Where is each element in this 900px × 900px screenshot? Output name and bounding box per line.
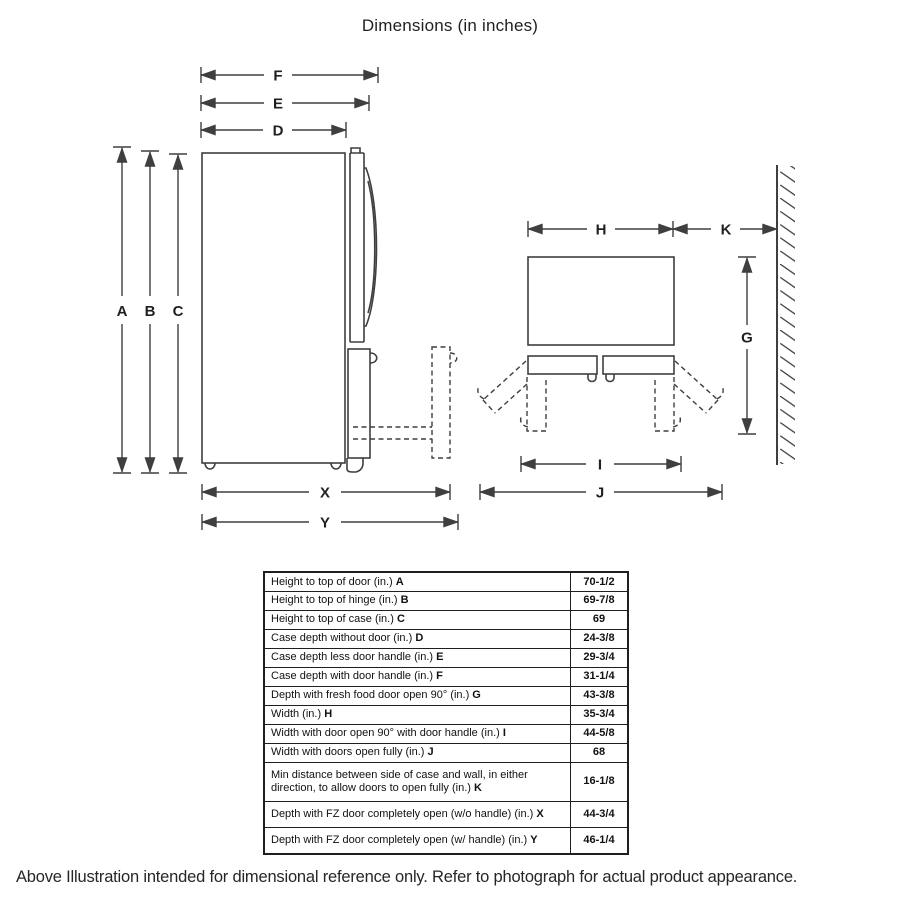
top-view-open-doors — [478, 361, 723, 431]
table-row — [264, 705, 628, 724]
dimension-value: 31-1/4 — [571, 667, 629, 686]
table-row — [264, 801, 628, 827]
dim-label-j: J — [595, 484, 605, 502]
left-door-closed — [528, 356, 597, 374]
top-view-outline — [528, 165, 777, 465]
drawer-open-handle — [450, 353, 457, 363]
dimension-value: 24-3/8 — [571, 629, 629, 648]
right-door-open-full — [674, 361, 718, 413]
right-door-open-90 — [655, 377, 674, 431]
dimension-value: 43-3/8 — [571, 686, 629, 705]
left-door-open-full-handle — [478, 386, 484, 399]
dimension-value: 46-1/4 — [571, 827, 629, 853]
left-door-open-full — [483, 361, 527, 413]
right-door-open-full-handle — [717, 386, 723, 399]
dimension-value: 44-5/8 — [571, 724, 629, 743]
dimension-value: 35-3/4 — [571, 705, 629, 724]
dim-label-x: X — [319, 484, 331, 502]
dimension-name: Case depth with door handle (in.) F — [264, 667, 571, 686]
dim-label-e: E — [272, 95, 284, 113]
dimension-name: Height to top of door (in.) A — [264, 572, 571, 591]
dim-label-d: D — [272, 122, 284, 140]
drawer-handle — [370, 353, 377, 363]
dim-label-g: G — [741, 329, 753, 347]
wall-hatching — [778, 166, 795, 464]
table-row — [264, 743, 628, 762]
wheel-rear — [331, 463, 341, 469]
left-door-open-90 — [527, 377, 546, 431]
dimension-value: 69 — [571, 610, 629, 629]
fresh-food-door-side — [350, 153, 364, 342]
fridge-case-side — [202, 153, 345, 463]
fridge-case-top — [528, 257, 674, 345]
page-title: Dimensions (in inches) — [361, 16, 539, 35]
dimensions-table — [263, 571, 629, 855]
dimension-value: 68 — [571, 743, 629, 762]
table-row — [264, 572, 628, 591]
drawer-slide-rails — [353, 427, 432, 439]
dimension-name: Depth with fresh food door open 90° (in.) G — [264, 686, 571, 705]
dim-label-k: K — [720, 221, 732, 239]
table-row — [264, 762, 628, 801]
dimension-value: 16-1/8 — [571, 762, 629, 801]
table-row — [264, 667, 628, 686]
dimension-value: 70-1/2 — [571, 572, 629, 591]
dimension-name: Depth with FZ door completely open (w/ handle) (in.) Y — [264, 827, 571, 853]
dimension-value: 44-3/4 — [571, 801, 629, 827]
table-row — [264, 591, 628, 610]
dim-label-b: B — [144, 303, 156, 320]
dimension-name: Case depth without door (in.) D — [264, 629, 571, 648]
table-row — [264, 648, 628, 667]
dimension-value: 29-3/4 — [571, 648, 629, 667]
top-view-dimensions — [480, 221, 776, 500]
footer-disclaimer: Above Illustration intended for dimensional reference only. Refer to photograph for actual product appearance. — [16, 868, 798, 886]
dimension-name: Depth with FZ door completely open (w/o handle) (in.) X — [264, 801, 571, 827]
dim-label-c: C — [172, 303, 184, 320]
dimension-name: Height to top of case (in.) C — [264, 610, 571, 629]
left-door-handle — [588, 374, 596, 382]
table-row — [264, 827, 628, 853]
dimension-name: Width (in.) H — [264, 705, 571, 724]
dimension-value: 69-7/8 — [571, 591, 629, 610]
side-view-outline — [202, 148, 377, 472]
dimension-name: Case depth less door handle (in.) E — [264, 648, 571, 667]
table-row — [264, 629, 628, 648]
table-row — [264, 686, 628, 705]
wheel-front — [205, 463, 215, 469]
dimension-name: Width with doors open fully (in.) J — [264, 743, 571, 762]
dimension-name: Min distance between side of case and wall, in either direction, to allow doors to open fully (in.) K — [264, 762, 571, 801]
dim-label-i: I — [597, 456, 603, 474]
right-door-handle — [606, 374, 614, 382]
right-door-closed — [603, 356, 674, 374]
drawer-foot — [347, 458, 363, 472]
dim-label-a: A — [116, 303, 128, 320]
dimension-name: Width with door open 90° with door handle (in.) I — [264, 724, 571, 743]
dim-label-h: H — [595, 221, 607, 239]
dim-label-f: F — [273, 67, 283, 85]
table-row — [264, 724, 628, 743]
dim-label-y: Y — [319, 514, 331, 532]
table-row — [264, 610, 628, 629]
drawer-open-position — [432, 347, 450, 458]
side-view-open-drawer — [353, 347, 457, 458]
dimension-name: Height to top of hinge (in.) B — [264, 591, 571, 610]
dimension-labels — [117, 68, 753, 532]
freezer-drawer-front — [348, 349, 370, 458]
side-view-dimensions — [113, 67, 458, 530]
